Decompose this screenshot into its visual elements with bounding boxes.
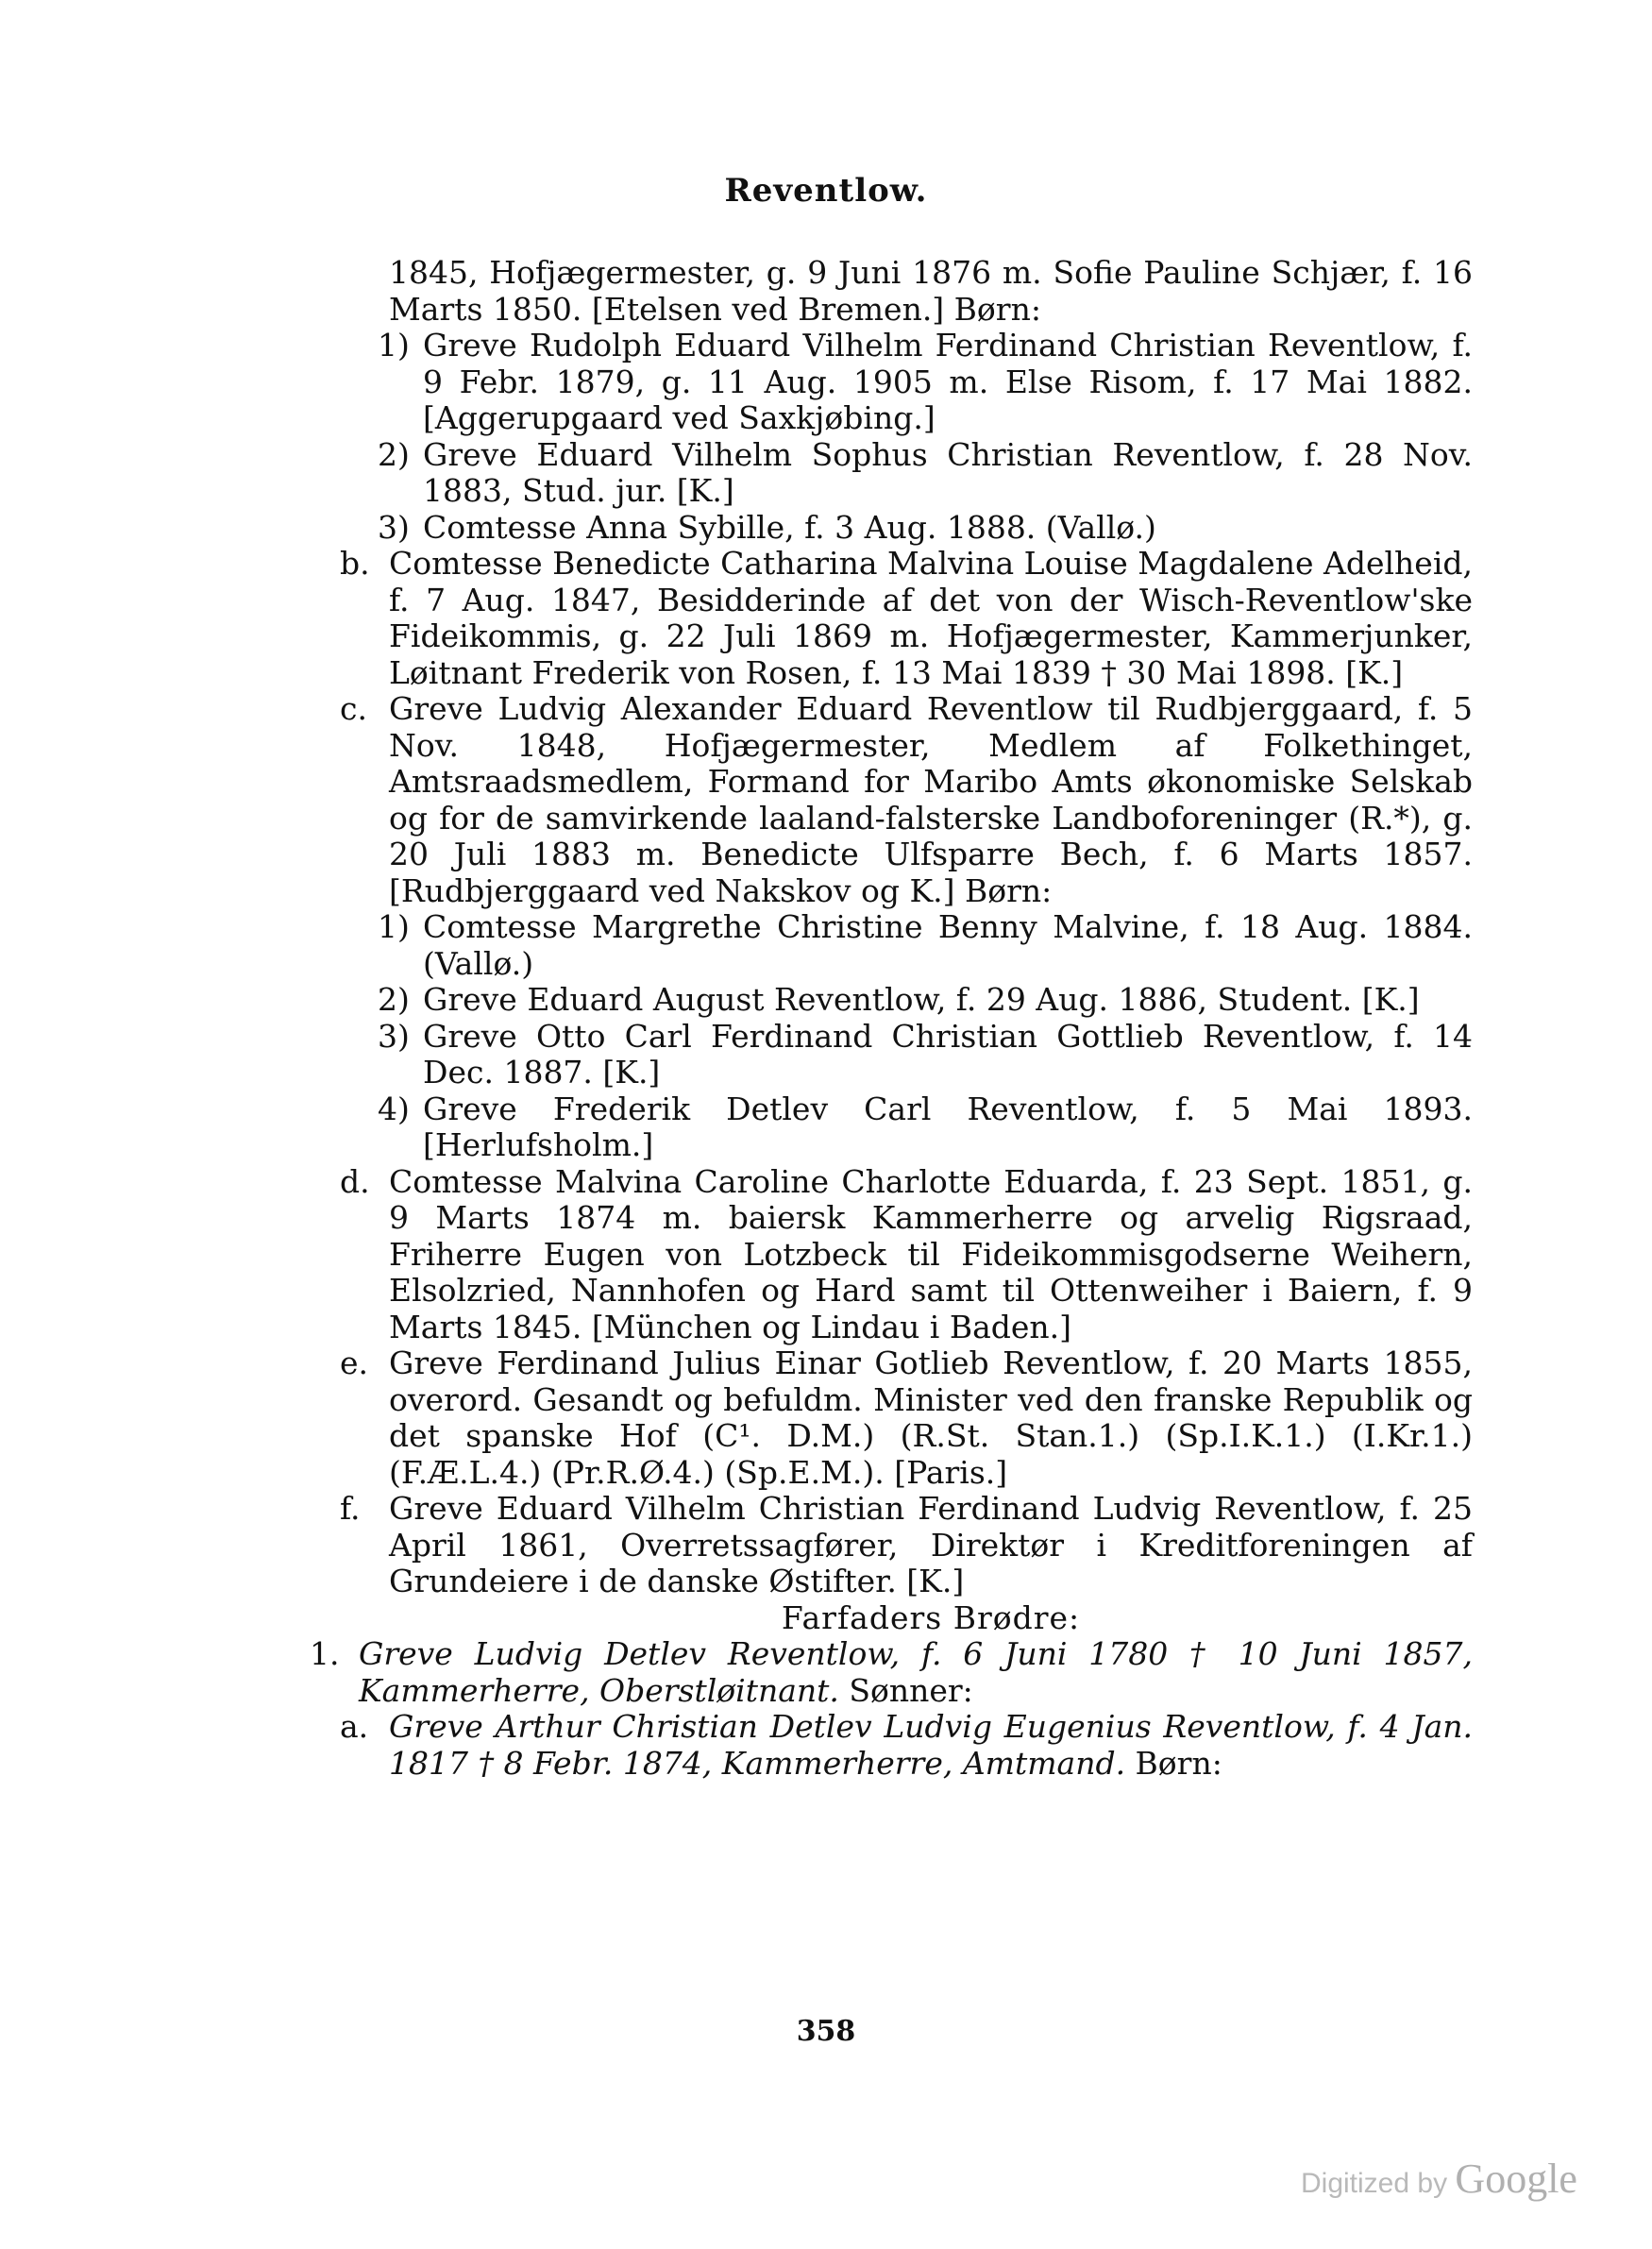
entry bbox=[310, 1635, 1473, 1709]
entry-marker: 3) bbox=[378, 1017, 410, 1055]
entry bbox=[378, 1017, 1473, 1091]
entry-text: Greve Arthur Christian Detlev Ludvig Eugenius Reventlow, f. 4 Jan. 1817 † 8 Febr. 1874, Kammerherre, Amtmand. bbox=[389, 1708, 1473, 1782]
entry bbox=[340, 1344, 1473, 1491]
entry-text: Greve Rudolph Eduard Vilhelm Ferdinand Christian Reventlow, f. 9 Febr. 1879, g. 11 Aug. 1905 m. Else Risom, f. 17 Mai 1882. [Aggerupgaard ved Saxkjøbing.] bbox=[423, 327, 1473, 436]
entry-marker: a. bbox=[340, 1708, 369, 1745]
entry bbox=[340, 1708, 1473, 1782]
entry bbox=[378, 981, 1473, 1019]
entry-text: Greve Eduard August Reventlow, f. 29 Aug. 1886, Student. [K.] bbox=[423, 981, 1420, 1018]
entry-marker: 2) bbox=[378, 981, 410, 1018]
digitized-by-watermark bbox=[1301, 2155, 1577, 2203]
entry-tail: Børn: bbox=[1125, 1744, 1222, 1782]
section-heading: Farfaders Brødre: bbox=[781, 1598, 1081, 1636]
entry-text: Greve Otto Carl Ferdinand Christian Gottlieb Reventlow, f. 14 Dec. 1887. [K.] bbox=[423, 1017, 1473, 1091]
entry-text: Greve Eduard Vilhelm Sophus Christian Reventlow, f. 28 Nov. 1883, Stud. jur. [K.] bbox=[423, 435, 1473, 509]
entry-tail: Sønner: bbox=[838, 1671, 973, 1709]
entry-text: Comtesse Anna Sybille, f. 3 Aug. 1888. (Vallø.) bbox=[423, 508, 1156, 546]
entry-text: 1845, Hofjægermester, g. 9 Juni 1876 m. Sofie Pauline Schjær, f. 16 Marts 1850. [Etelsen ved Bremen.] Børn: bbox=[389, 254, 1473, 328]
entry-marker: 2) bbox=[378, 435, 410, 473]
entry-text: Greve Frederik Detlev Carl Reventlow, f. 5 Mai 1893. [Herlufsholm.] bbox=[423, 1090, 1473, 1163]
entry-marker: f. bbox=[340, 1490, 361, 1527]
entry-marker: 1. bbox=[310, 1635, 340, 1672]
entry-text: Comtesse Benedicte Catharina Malvina Louise Magdalene Adelheid, f. 7 Aug. 1847, Besidderinde af det von der Wisch-Reventlow'ske Fideikommis, g. 22 Juli 1869 m. Hofjægermester, Kammerjunker, Løitnant Frederik von Rosen, f. 13 Mai 1839 † 30 Mai 1898. [K.] bbox=[389, 545, 1473, 691]
entry bbox=[378, 508, 1473, 547]
entry-marker: c. bbox=[340, 690, 367, 727]
entry bbox=[378, 435, 1473, 510]
entry bbox=[378, 908, 1473, 982]
entry bbox=[340, 1162, 1473, 1346]
entry-text: Greve Ludvig Alexander Eduard Reventlow til Rudbjerggaard, f. 5 Nov. 1848, Hofjægermester, Medlem af Folkethinget, Amtsraadsmedlem, Formand for Maribo Amts økonomiske Selskab og for de samvirkende laaland-falsterske Landboforeninger (R.*), g. 20 Juli 1883 m. Benedicte Ulfsparre Bech, f. 6 Marts 1857. [Rudbjerggaard ved Nakskov og K.] Børn: bbox=[389, 690, 1473, 909]
entry-text: Comtesse Malvina Caroline Charlotte Eduarda, f. 23 Sept. 1851, g. 9 Marts 1874 m. baiersk Kammerherre og arvelig Rigsraad, Friherre Eugen von Lotzbeck til Fideikommisgodserne Weihern, Elsolzried, Nannhofen og Hard samt til Ottenweiher i Baiern, f. 9 Marts 1845. [München og Lindau i Baden.] bbox=[389, 1162, 1473, 1345]
entry bbox=[389, 255, 1473, 328]
entry-marker: 4) bbox=[378, 1090, 410, 1127]
entry-marker: d. bbox=[340, 1162, 370, 1200]
digitized-prefix: Digitized by bbox=[1301, 2168, 1448, 2199]
entry-text: Greve Ferdinand Julius Einar Gotlieb Reventlow, f. 20 Marts 1855, overord. Gesandt og befuldm. Minister ved den franske Republik og det spanske Hof (C¹. D.M.) (R.St. Stan.1.) (Sp.I.K.1.) (I.Kr.1.) (F.Æ.L.4.) (Pr.R.Ø.4.) (Sp.E.M.). [Paris.] bbox=[389, 1344, 1473, 1491]
page-title: Reventlow. bbox=[724, 172, 928, 210]
entry-text: Greve Ludvig Detlev Reventlow, f. 6 Juni 1780 † 10 Juni 1857, Kammerherre, Oberstløitnant. bbox=[359, 1635, 1473, 1709]
entry bbox=[340, 1490, 1473, 1600]
entry bbox=[378, 327, 1473, 437]
page-number: 358 bbox=[796, 2015, 856, 2048]
entry-marker: 3) bbox=[378, 508, 410, 546]
entry-marker: b. bbox=[340, 545, 370, 582]
entry bbox=[340, 690, 1473, 909]
digitized-brand: Google bbox=[1455, 2156, 1577, 2202]
entry bbox=[340, 545, 1473, 691]
genealogy-text bbox=[312, 255, 1473, 1782]
entry-marker: 1) bbox=[378, 327, 410, 364]
entry-text: Greve Eduard Vilhelm Christian Ferdinand Ludvig Reventlow, f. 25 April 1861, Overretssagfører, Direktør i Kreditforeningen af Grundeiere i de danske Østifter. [K.] bbox=[389, 1490, 1473, 1599]
entry-marker: e. bbox=[340, 1344, 369, 1381]
entry-marker: 1) bbox=[378, 908, 410, 945]
entry-text: Comtesse Margrethe Christine Benny Malvine, f. 18 Aug. 1884. (Vallø.) bbox=[423, 908, 1473, 982]
entry bbox=[378, 1090, 1473, 1164]
